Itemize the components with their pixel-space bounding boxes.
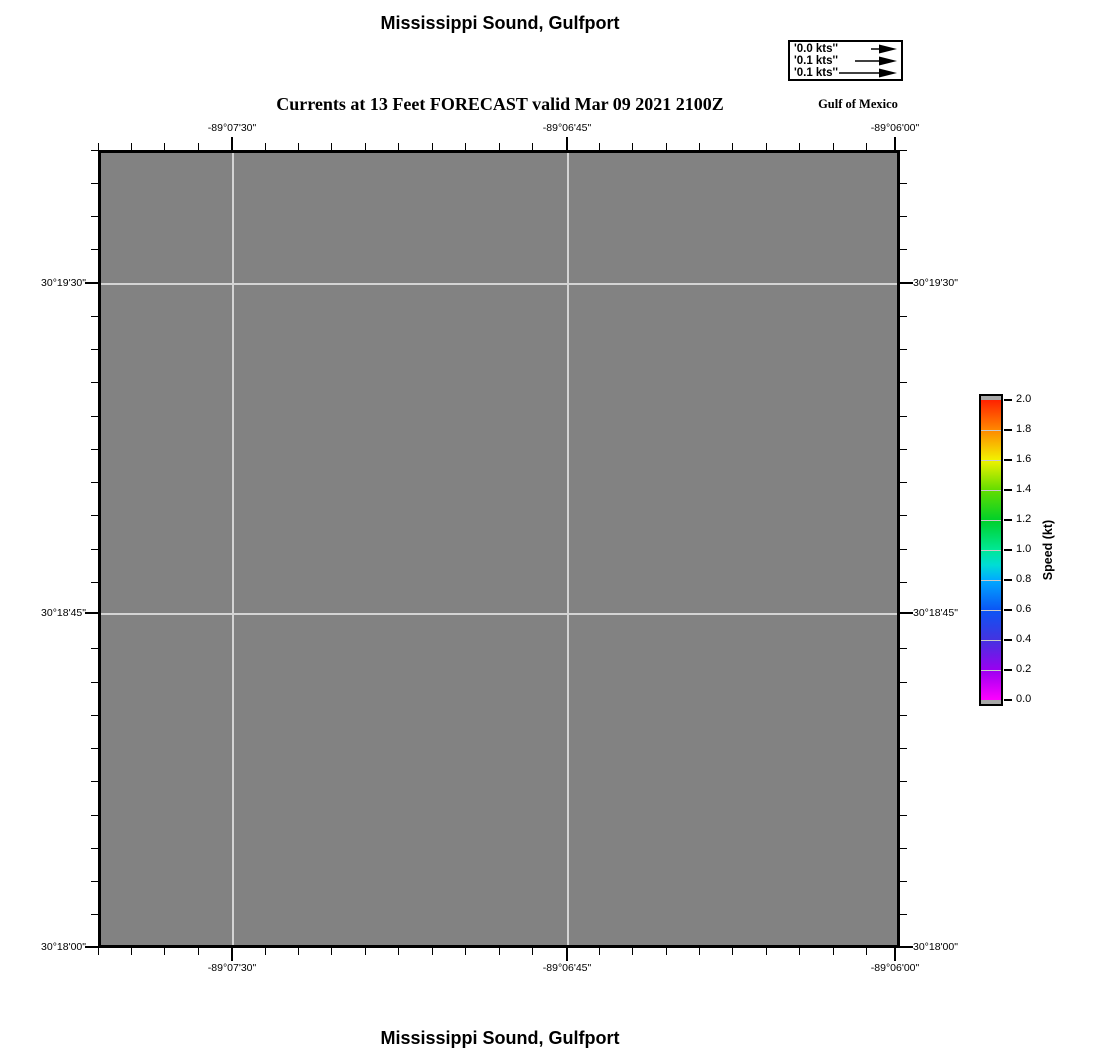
- axis-tick-minor: [900, 382, 907, 383]
- page-title-bottom: Mississippi Sound, Gulfport: [380, 1028, 620, 1048]
- colorbar-tick-label: 0.4: [1016, 633, 1032, 645]
- axis-tick-minor: [900, 482, 907, 483]
- axis-tick-minor: [265, 143, 266, 150]
- colorbar-divider: [981, 550, 1001, 551]
- axis-tick-minor: [900, 549, 907, 550]
- axis-tick-minor: [799, 948, 800, 955]
- colorbar-divider: [981, 670, 1001, 671]
- axis-tick-minor: [900, 815, 907, 816]
- axis-tick-minor: [131, 143, 132, 150]
- axis-tick-major: [85, 946, 98, 948]
- gridline-horizontal: [101, 613, 897, 615]
- axis-tick-major: [231, 137, 233, 150]
- axis-tick-minor: [900, 881, 907, 882]
- x-tick-label: -89°06'45": [542, 962, 592, 974]
- axis-tick-minor: [398, 948, 399, 955]
- axis-tick-minor: [91, 449, 98, 450]
- colorbar-tick-label: 1.8: [1016, 423, 1032, 435]
- axis-tick-minor: [432, 948, 433, 955]
- colorbar-divider: [981, 520, 1001, 521]
- legend-entry-label: '0.1 kts'': [794, 55, 839, 67]
- x-tick-label: -89°06'45": [542, 122, 592, 134]
- colorbar-divider: [981, 640, 1001, 641]
- axis-tick-major: [566, 948, 568, 961]
- colorbar-tick: [1004, 549, 1012, 551]
- axis-tick-minor: [632, 143, 633, 150]
- legend-entry: [794, 67, 897, 79]
- axis-tick-minor: [91, 382, 98, 383]
- axis-tick-minor: [91, 416, 98, 417]
- axis-tick-minor: [900, 648, 907, 649]
- axis-tick-minor: [91, 150, 98, 151]
- y-tick-label: 30°18'45": [41, 607, 86, 619]
- colorbar-tick: [1004, 519, 1012, 521]
- axis-tick-major: [85, 612, 98, 614]
- axis-tick-minor: [91, 881, 98, 882]
- colorbar-axis-label: Speed (kt): [1041, 519, 1055, 581]
- axis-tick-major: [231, 948, 233, 961]
- axis-tick-minor: [91, 815, 98, 816]
- y-tick-label: 30°18'00": [41, 941, 86, 953]
- x-tick-label: -89°06'00": [870, 122, 920, 134]
- axis-tick-minor: [532, 948, 533, 955]
- colorbar-divider: [981, 490, 1001, 491]
- axis-tick-minor: [265, 948, 266, 955]
- axis-tick-minor: [198, 948, 199, 955]
- axis-tick-major: [900, 282, 913, 284]
- y-tick-label: 30°19'30": [41, 277, 86, 289]
- colorbar-tick: [1004, 669, 1012, 671]
- x-tick-label: -89°07'30": [207, 122, 257, 134]
- colorbar-tick-label: 1.6: [1016, 453, 1032, 465]
- axis-tick-minor: [699, 143, 700, 150]
- axis-tick-major: [900, 946, 913, 948]
- x-tick-label: -89°06'00": [870, 962, 920, 974]
- axis-tick-major: [894, 948, 896, 961]
- axis-tick-minor: [465, 143, 466, 150]
- axis-tick-minor: [599, 143, 600, 150]
- axis-tick-major: [894, 137, 896, 150]
- axis-tick-minor: [599, 948, 600, 955]
- axis-tick-minor: [699, 948, 700, 955]
- colorbar-tick: [1004, 459, 1012, 461]
- axis-tick-minor: [866, 143, 867, 150]
- axis-tick-minor: [298, 948, 299, 955]
- current-vector-arrow-icon: [839, 68, 897, 78]
- axis-tick-minor: [900, 914, 907, 915]
- colorbar-tick: [1004, 609, 1012, 611]
- axis-tick-minor: [666, 948, 667, 955]
- axis-tick-minor: [900, 682, 907, 683]
- colorbar-tick-label: 1.4: [1016, 483, 1032, 495]
- colorbar-divider: [981, 580, 1001, 581]
- axis-tick-minor: [900, 349, 907, 350]
- colorbar-tick: [1004, 579, 1012, 581]
- forecast-title: Currents at 13 Feet FORECAST valid Mar 09 2021 2100Z: [276, 94, 724, 114]
- colorbar-tick-label: 1.2: [1016, 513, 1032, 525]
- axis-tick-minor: [164, 948, 165, 955]
- axis-tick-minor: [91, 715, 98, 716]
- axis-tick-minor: [833, 948, 834, 955]
- axis-tick-minor: [766, 143, 767, 150]
- colorbar-gradient: [981, 400, 1001, 700]
- colorbar-divider: [981, 610, 1001, 611]
- axis-tick-minor: [331, 143, 332, 150]
- colorbar-divider: [981, 460, 1001, 461]
- colorbar-tick: [1004, 699, 1012, 701]
- axis-tick-minor: [866, 948, 867, 955]
- colorbar-tick-label: 0.2: [1016, 663, 1032, 675]
- colorbar-end-cap: [981, 700, 1001, 704]
- axis-tick-minor: [900, 515, 907, 516]
- gridline-vertical: [567, 153, 569, 945]
- colorbar-tick: [1004, 639, 1012, 641]
- axis-tick-minor: [91, 349, 98, 350]
- axis-tick-minor: [499, 948, 500, 955]
- axis-tick-minor: [900, 183, 907, 184]
- axis-tick-major: [566, 137, 568, 150]
- y-tick-label: 30°18'00": [913, 941, 958, 953]
- colorbar-tick: [1004, 399, 1012, 401]
- axis-tick-minor: [91, 482, 98, 483]
- axis-tick-minor: [298, 143, 299, 150]
- axis-tick-minor: [365, 948, 366, 955]
- colorbar: [979, 394, 1003, 706]
- axis-tick-minor: [91, 549, 98, 550]
- axis-tick-minor: [91, 316, 98, 317]
- axis-tick-minor: [198, 143, 199, 150]
- axis-tick-minor: [732, 143, 733, 150]
- axis-tick-minor: [331, 948, 332, 955]
- axis-tick-minor: [632, 948, 633, 955]
- gridline-horizontal: [101, 283, 897, 285]
- axis-tick-minor: [91, 748, 98, 749]
- axis-tick-minor: [900, 216, 907, 217]
- vector-scale-legend: [788, 40, 903, 81]
- axis-tick-minor: [900, 449, 907, 450]
- axis-tick-minor: [766, 948, 767, 955]
- current-vector-arrow-icon: [855, 56, 897, 66]
- axis-tick-minor: [799, 143, 800, 150]
- axis-tick-minor: [833, 143, 834, 150]
- axis-tick-minor: [164, 143, 165, 150]
- legend-entry: [794, 43, 897, 55]
- legend-entry: [794, 55, 897, 67]
- axis-tick-minor: [91, 249, 98, 250]
- region-label: Gulf of Mexico: [818, 97, 898, 111]
- y-tick-label: 30°19'30": [913, 277, 958, 289]
- y-tick-label: 30°18'45": [913, 607, 958, 619]
- axis-tick-minor: [91, 582, 98, 583]
- axis-tick-minor: [666, 143, 667, 150]
- axis-tick-minor: [900, 781, 907, 782]
- axis-tick-minor: [900, 715, 907, 716]
- colorbar-tick: [1004, 489, 1012, 491]
- axis-tick-minor: [465, 948, 466, 955]
- axis-tick-minor: [91, 183, 98, 184]
- axis-tick-minor: [900, 848, 907, 849]
- colorbar-tick-label: 1.0: [1016, 543, 1032, 555]
- axis-tick-minor: [365, 143, 366, 150]
- axis-tick-major: [85, 282, 98, 284]
- axis-tick-minor: [900, 150, 907, 151]
- colorbar-tick-label: 0.6: [1016, 603, 1032, 615]
- gridline-vertical: [232, 153, 234, 945]
- x-tick-label: -89°07'30": [207, 962, 257, 974]
- axis-tick-minor: [91, 216, 98, 217]
- axis-tick-minor: [131, 948, 132, 955]
- axis-tick-minor: [532, 143, 533, 150]
- colorbar-tick-label: 2.0: [1016, 393, 1032, 405]
- axis-tick-minor: [900, 316, 907, 317]
- legend-entry-label: '0.0 kts'': [794, 43, 839, 55]
- axis-tick-minor: [432, 143, 433, 150]
- axis-tick-minor: [499, 143, 500, 150]
- axis-tick-minor: [98, 948, 99, 955]
- axis-tick-major: [900, 612, 913, 614]
- colorbar-divider: [981, 430, 1001, 431]
- axis-tick-minor: [91, 648, 98, 649]
- axis-tick-minor: [91, 515, 98, 516]
- legend-entry-label: '0.1 kts'': [794, 67, 839, 79]
- axis-tick-minor: [900, 249, 907, 250]
- map-plot-area: [98, 150, 900, 948]
- axis-tick-minor: [91, 914, 98, 915]
- axis-tick-minor: [91, 682, 98, 683]
- axis-tick-minor: [91, 848, 98, 849]
- axis-tick-minor: [900, 582, 907, 583]
- axis-tick-minor: [900, 748, 907, 749]
- page-title-top: Mississippi Sound, Gulfport: [380, 13, 620, 33]
- axis-tick-minor: [900, 416, 907, 417]
- axis-tick-minor: [91, 781, 98, 782]
- colorbar-tick: [1004, 429, 1012, 431]
- axis-tick-minor: [398, 143, 399, 150]
- axis-tick-minor: [732, 948, 733, 955]
- colorbar-tick-label: 0.8: [1016, 573, 1032, 585]
- current-vector-arrow-icon: [871, 44, 897, 54]
- colorbar-tick-label: 0.0: [1016, 693, 1032, 705]
